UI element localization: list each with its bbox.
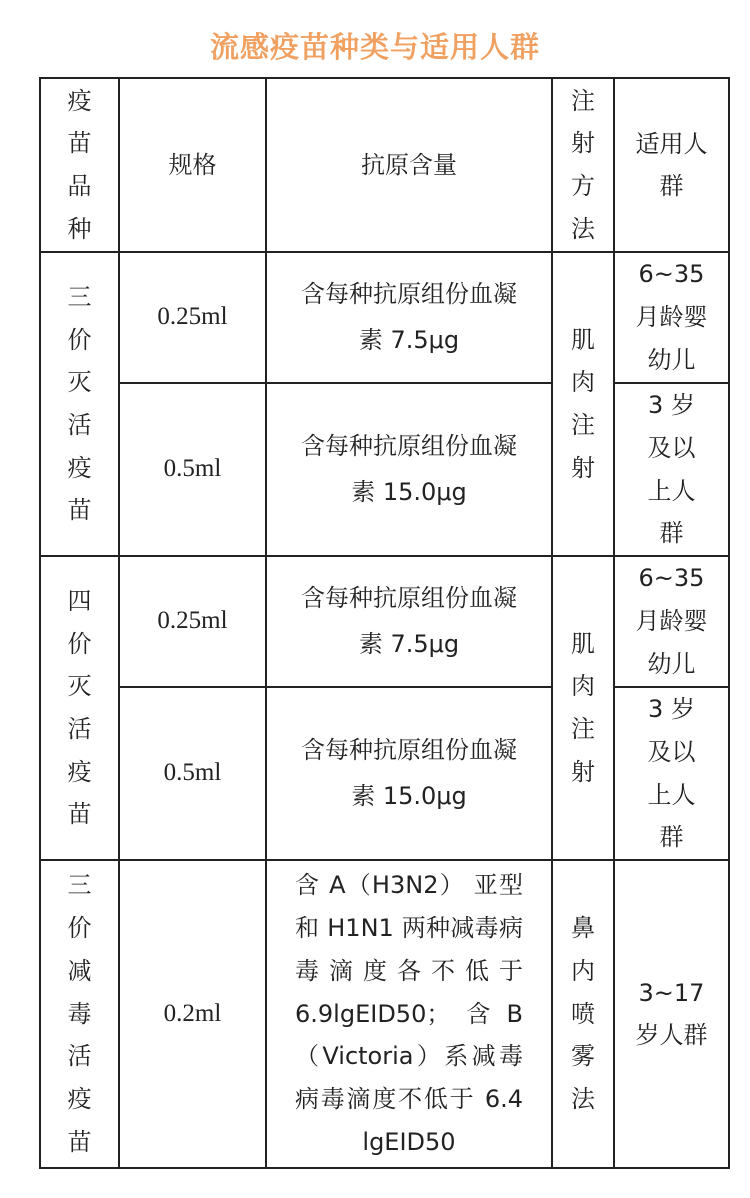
header-population: 适用人群 xyxy=(635,129,708,200)
header-method-cell xyxy=(552,78,614,252)
header-population-cell xyxy=(614,78,729,252)
spec-cell xyxy=(119,252,266,383)
population-cell xyxy=(614,687,729,860)
variety-cell xyxy=(40,860,119,1168)
spec-value: 0.5ml xyxy=(163,759,222,787)
antigen-cell xyxy=(266,252,552,383)
method-label: 肌肉注射 xyxy=(571,325,595,482)
population-cell xyxy=(614,556,729,687)
header-antigen: 抗原含量 xyxy=(361,150,457,179)
table-row xyxy=(40,252,729,383)
population-cell xyxy=(614,383,729,556)
population-value: 3~17岁人群 xyxy=(635,978,708,1049)
antigen-value: 含 A（H3N2） 亚型和 H1N1 两种减毒病毒滴度各不低于 6.9lgEID50；含B（Victoria）系减毒病毒滴度不低于 6.4 lgEID50 xyxy=(295,871,523,1156)
table-row xyxy=(40,556,729,687)
variety-label: 三价减毒活疫苗 xyxy=(67,871,92,1156)
antigen-cell xyxy=(266,860,552,1168)
header-variety: 疫苗品种 xyxy=(67,86,92,243)
table-row xyxy=(40,860,729,1168)
header-spec-cell xyxy=(119,78,266,252)
population-value: 6~35月龄婴幼儿 xyxy=(635,564,708,678)
spec-cell xyxy=(119,556,266,687)
header-method: 注射方法 xyxy=(571,86,595,243)
population-value: 3 岁及以上人群 xyxy=(647,391,696,548)
antigen-value: 含每种抗原组份血凝素 15.0μg xyxy=(300,431,517,506)
antigen-value: 含每种抗原组份血凝素 7.5μg xyxy=(300,583,517,658)
spec-cell xyxy=(119,383,266,556)
spec-value: 0.25ml xyxy=(157,303,228,331)
header-antigen-cell xyxy=(266,78,552,252)
header-variety-cell xyxy=(40,78,119,252)
table-row xyxy=(40,383,729,556)
population-value: 3 岁及以上人群 xyxy=(647,695,696,852)
variety-label: 四价灭活疫苗 xyxy=(67,586,92,829)
antigen-cell xyxy=(266,383,552,556)
vaccine-table xyxy=(39,77,730,1169)
method-label: 鼻内喷雾法 xyxy=(571,914,595,1114)
table-header-row xyxy=(40,78,729,252)
spec-cell xyxy=(119,860,266,1168)
spec-cell xyxy=(119,687,266,860)
table-row xyxy=(40,687,729,860)
population-value: 6~35月龄婴幼儿 xyxy=(635,260,708,374)
antigen-cell xyxy=(266,687,552,860)
spec-value: 0.2ml xyxy=(163,999,222,1027)
antigen-value: 含每种抗原组份血凝素 15.0μg xyxy=(300,735,517,810)
header-spec: 规格 xyxy=(168,150,217,179)
method-cell xyxy=(552,556,614,860)
variety-cell xyxy=(40,252,119,556)
variety-label: 三价灭活疫苗 xyxy=(67,282,92,525)
population-cell xyxy=(614,252,729,383)
method-label: 肌肉注射 xyxy=(571,629,595,786)
antigen-cell xyxy=(266,556,552,687)
method-cell xyxy=(552,860,614,1168)
spec-value: 0.25ml xyxy=(157,607,228,635)
variety-cell xyxy=(40,556,119,860)
antigen-value: 含每种抗原组份血凝素 7.5μg xyxy=(300,279,517,354)
page-title: 流感疫苗种类与适用人群 xyxy=(209,30,540,64)
method-cell xyxy=(552,252,614,556)
population-cell xyxy=(614,860,729,1168)
spec-value: 0.5ml xyxy=(163,455,222,483)
